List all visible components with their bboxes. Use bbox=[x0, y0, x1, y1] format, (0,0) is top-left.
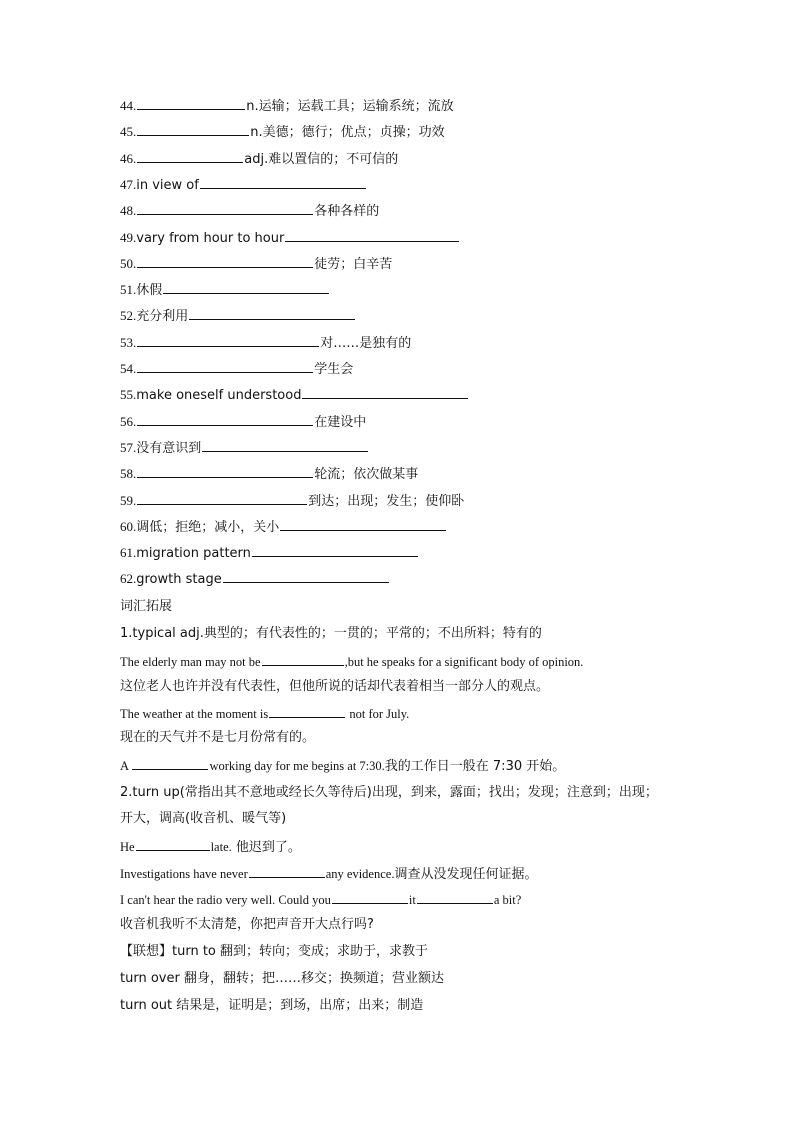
answer-blank[interactable] bbox=[302, 385, 468, 399]
answer-blank[interactable] bbox=[202, 438, 368, 452]
vocab-item bbox=[120, 149, 398, 169]
vocab-item bbox=[120, 228, 460, 248]
answer-blank[interactable] bbox=[137, 122, 249, 136]
item-prompt: make oneself understood bbox=[136, 388, 302, 403]
answer-blank[interactable] bbox=[137, 491, 307, 505]
vocab-item bbox=[120, 569, 390, 589]
ex2-association-2: turn over 翻身，翻转；把……移交；换频道；营业额达 bbox=[120, 971, 444, 986]
item-prompt: 休假 bbox=[136, 283, 163, 298]
item-prompt: growth stage bbox=[136, 572, 222, 587]
item-prompt: 调低；拒绝；减小，关小 bbox=[136, 520, 280, 535]
vocab-item bbox=[120, 96, 454, 116]
ex2-sentence-2: Investigations have never any evidence.调查从没发现任何证据。 bbox=[120, 864, 537, 884]
ex2-heading-line-1: 2.turn up(常指出其不意地或经长久等待后)出现，到来，露面；找出；发现；注意到；出现； bbox=[120, 785, 658, 800]
answer-blank[interactable] bbox=[200, 175, 366, 189]
item-definition: 徒劳；白辛苦 bbox=[314, 257, 393, 272]
answer-blank[interactable] bbox=[252, 543, 418, 557]
answer-blank[interactable] bbox=[163, 280, 329, 294]
answer-blank[interactable] bbox=[249, 864, 325, 878]
item-number: 52. bbox=[120, 308, 137, 323]
section-title: 词汇拓展 bbox=[120, 599, 173, 614]
answer-blank[interactable] bbox=[137, 359, 313, 373]
vocab-item bbox=[120, 491, 464, 511]
vocab-item bbox=[120, 201, 379, 221]
item-definition: 轮流；依次做某事 bbox=[314, 467, 419, 482]
item-prompt: vary from hour to hour bbox=[136, 231, 285, 246]
vocab-item bbox=[120, 306, 356, 326]
vocab-item bbox=[120, 175, 367, 195]
item-number: 45. bbox=[120, 124, 137, 139]
ex1-sentence-1: The elderly man may not be ,but he speaks for a significant body of opinion. bbox=[120, 652, 583, 671]
ex1-sentence-1-translation: 这位老人也许并没有代表性，但他所说的话却代表着相当一部分人的观点。 bbox=[120, 679, 550, 694]
answer-blank[interactable] bbox=[137, 149, 243, 163]
item-definition: 各种各样的 bbox=[314, 204, 380, 219]
ex1-heading: 1.typical adj.典型的；有代表性的；一贯的；平常的；不出所料；特有的 bbox=[120, 626, 542, 641]
ex2-association-1: 【联想】turn to 翻到；转向；变成；求助于，求教于 bbox=[120, 944, 429, 959]
ex2-sentence-3: I can't hear the radio very well. Could you it a bit? bbox=[120, 890, 521, 909]
item-number: 62. bbox=[120, 571, 137, 586]
item-definition: n.美德；德行；优点；贞操；功效 bbox=[250, 125, 445, 140]
answer-blank[interactable] bbox=[269, 704, 345, 718]
vocab-item bbox=[120, 438, 369, 458]
ex2-sentence-1: He late. 他迟到了。 bbox=[120, 837, 301, 857]
item-number: 48. bbox=[120, 203, 137, 218]
item-number: 53. bbox=[120, 335, 137, 350]
answer-blank[interactable] bbox=[137, 96, 245, 110]
ex1-sentence-2-translation: 现在的天气并不是七月份常有的。 bbox=[120, 730, 316, 745]
item-definition: adj.难以置信的；不可信的 bbox=[244, 152, 399, 167]
answer-blank[interactable] bbox=[137, 201, 313, 215]
item-number: 55. bbox=[120, 387, 137, 402]
answer-blank[interactable] bbox=[223, 569, 389, 583]
item-prompt: migration pattern bbox=[136, 546, 251, 561]
answer-blank[interactable] bbox=[137, 412, 313, 426]
item-prompt: 没有意识到 bbox=[136, 441, 202, 456]
item-number: 50. bbox=[120, 256, 137, 271]
vocab-item bbox=[120, 122, 445, 142]
item-number: 44. bbox=[120, 98, 137, 113]
item-number: 59. bbox=[120, 493, 137, 508]
answer-blank[interactable] bbox=[417, 890, 493, 904]
vocab-item bbox=[120, 385, 469, 405]
item-number: 46. bbox=[120, 151, 137, 166]
item-number: 47. bbox=[120, 177, 137, 192]
vocab-item bbox=[120, 280, 330, 300]
answer-blank[interactable] bbox=[189, 306, 355, 320]
vocab-item bbox=[120, 412, 366, 432]
answer-blank[interactable] bbox=[137, 333, 319, 347]
item-definition: 对……是独有的 bbox=[320, 336, 412, 351]
answer-blank[interactable] bbox=[137, 464, 313, 478]
ex1-sentence-2: The weather at the moment is not for July. bbox=[120, 704, 409, 723]
answer-blank[interactable] bbox=[262, 652, 344, 666]
item-definition: 在建设中 bbox=[314, 415, 367, 430]
answer-blank[interactable] bbox=[137, 254, 313, 268]
answer-blank[interactable] bbox=[280, 517, 446, 531]
item-number: 61. bbox=[120, 545, 137, 560]
vocab-item bbox=[120, 464, 418, 484]
item-number: 54. bbox=[120, 361, 137, 376]
item-number: 56. bbox=[120, 414, 137, 429]
ex1-sentence-3: A working day for me begins at 7:30.我的工作日一般在 7:30 开始。 bbox=[120, 756, 565, 776]
item-definition: 到达；出现；发生；使仰卧 bbox=[308, 494, 465, 509]
vocab-item bbox=[120, 333, 411, 353]
answer-blank[interactable] bbox=[136, 837, 210, 851]
vocab-item bbox=[120, 254, 392, 274]
answer-blank[interactable] bbox=[132, 756, 208, 770]
answer-blank[interactable] bbox=[285, 228, 459, 242]
item-number: 51. bbox=[120, 282, 137, 297]
vocab-item bbox=[120, 359, 353, 379]
item-number: 58. bbox=[120, 466, 137, 481]
item-number: 49. bbox=[120, 230, 137, 245]
answer-blank[interactable] bbox=[332, 890, 408, 904]
vocab-item bbox=[120, 543, 419, 563]
item-number: 57. bbox=[120, 440, 137, 455]
item-prompt: 充分利用 bbox=[136, 309, 189, 324]
ex2-heading-line-2: 开大，调高(收音机、暖气等) bbox=[120, 811, 287, 826]
ex2-sentence-3-translation: 收音机我听不太清楚，你把声音开大点行吗? bbox=[120, 917, 374, 932]
item-number: 60. bbox=[120, 519, 137, 534]
item-definition: 学生会 bbox=[314, 362, 354, 377]
item-definition: n.运输；运载工具；运输系统；流放 bbox=[246, 99, 454, 114]
ex2-association-3: turn out 结果是，证明是；到场，出席；出来；制造 bbox=[120, 998, 424, 1013]
item-prompt: in view of bbox=[136, 178, 199, 193]
vocab-item bbox=[120, 517, 447, 537]
